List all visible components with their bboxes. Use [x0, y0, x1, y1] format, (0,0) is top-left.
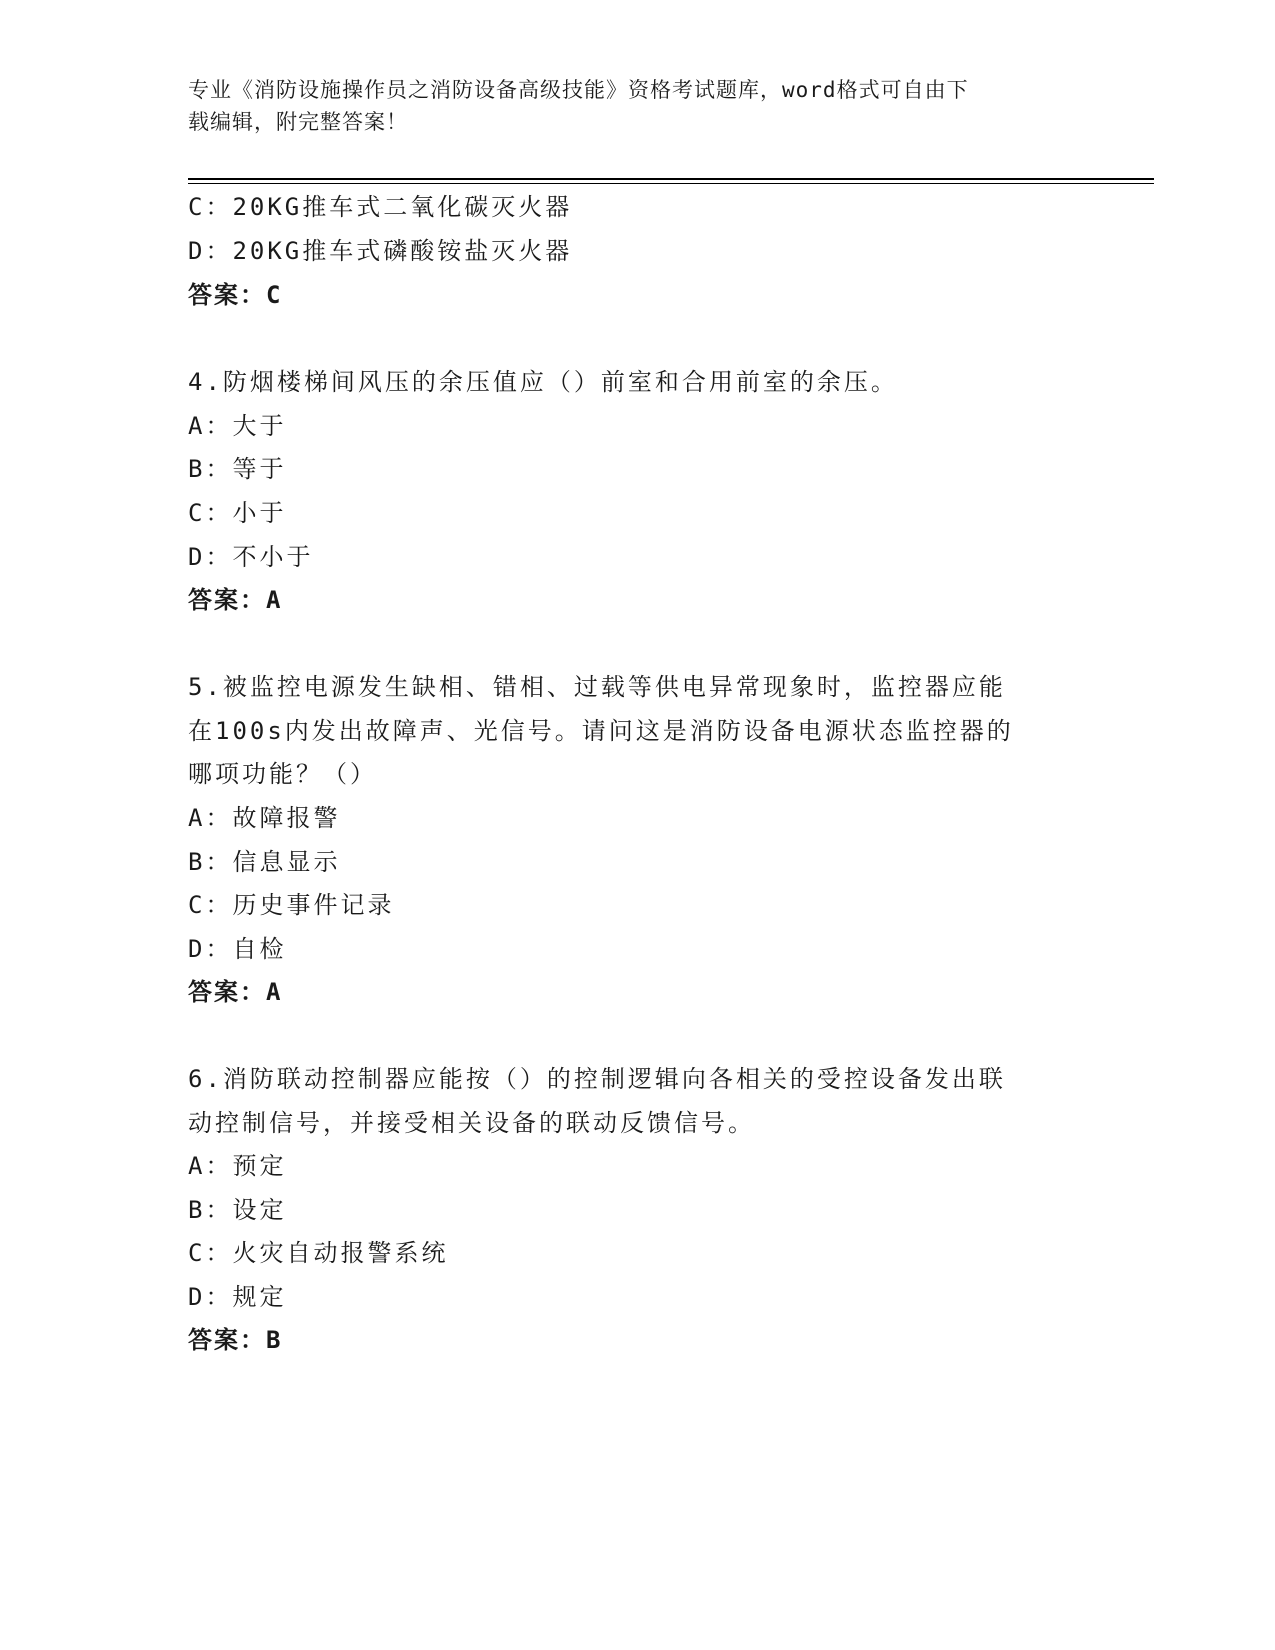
q3-answer: 答案：C [188, 281, 283, 309]
q5-option-c: C：历史事件记录 [188, 891, 395, 919]
header-line-2: 载编辑，附完整答案！ [188, 110, 408, 134]
q6-option-c: C：火灾自动报警系统 [188, 1239, 449, 1267]
q6-option-d: D：规定 [188, 1283, 287, 1311]
q5-stem-line-1: 5.被监控电源发生缺相、错相、过载等供电异常现象时，监控器应能 [188, 673, 1006, 701]
q3-option-d: D：20KG推车式磷酸铵盐灭火器 [188, 237, 573, 265]
q6-option-a: A：预定 [188, 1152, 287, 1180]
q4-option-a: A：大于 [188, 412, 287, 440]
q6-stem-line-1: 6.消防联动控制器应能按（）的控制逻辑向各相关的受控设备发出联 [188, 1065, 1006, 1093]
q5-answer: 答案：A [188, 978, 283, 1006]
header-rule-thin [188, 183, 1154, 184]
q5-option-b: B：信息显示 [188, 848, 341, 876]
q6-answer: 答案：B [188, 1326, 283, 1354]
q5-stem-line-2: 在100s内发出故障声、光信号。请问这是消防设备电源状态监控器的 [188, 717, 1014, 745]
q5-option-d: D：自检 [188, 935, 287, 963]
q4-option-c: C：小于 [188, 499, 287, 527]
header-line-1: 专业《消防设施操作员之消防设备高级技能》资格考试题库，word格式可自由下 [188, 78, 969, 102]
header-rule-thick [188, 178, 1154, 180]
q6-option-b: B：设定 [188, 1196, 287, 1224]
q6-stem-line-2: 动控制信号，并接受相关设备的联动反馈信号。 [188, 1109, 755, 1137]
q4-answer: 答案：A [188, 586, 283, 614]
document-header [188, 74, 1068, 138]
q4-option-d: D：不小于 [188, 543, 314, 571]
q4-option-b: B：等于 [188, 455, 287, 483]
q3-option-c: C：20KG推车式二氧化碳灭火器 [188, 193, 573, 221]
q4-stem: 4.防烟楼梯间风压的余压值应（）前室和合用前室的余压。 [188, 368, 898, 396]
q5-stem-line-3: 哪项功能？（） [188, 760, 377, 788]
q5-option-a: A：故障报警 [188, 804, 341, 832]
